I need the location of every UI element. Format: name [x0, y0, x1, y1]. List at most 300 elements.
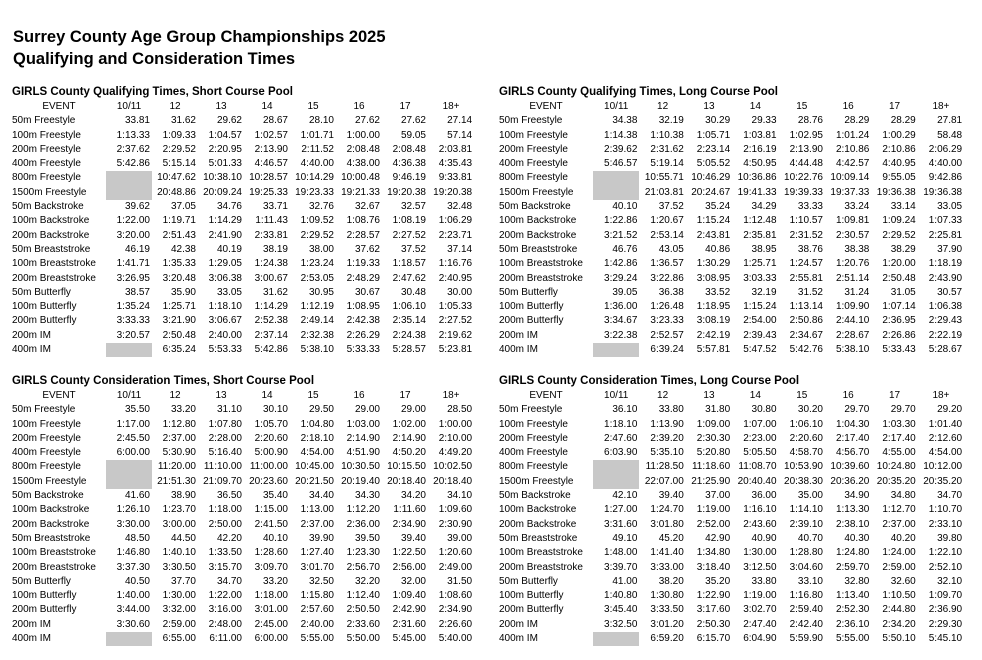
time-cell: 1:15.24 [696, 215, 731, 227]
time-cell: 2:39.20 [650, 432, 684, 444]
time-cell: 9:33.81 [438, 172, 473, 184]
time-cell: 37.00 [705, 490, 731, 502]
event-name-cell: 50m Butterfly [499, 286, 558, 298]
time-cell: 11:00.00 [249, 461, 288, 473]
time-cell: 3:03.33 [743, 272, 777, 284]
time-cell: 1:23.30 [346, 547, 380, 559]
table-row [499, 229, 964, 243]
time-cell: 3:06.38 [208, 272, 242, 284]
time-cell: 32.80 [844, 575, 870, 587]
time-cell: 21:03.81 [644, 186, 684, 198]
time-cell: 11:08.70 [738, 461, 777, 473]
time-cell: 19:25.33 [249, 186, 288, 198]
table-header-row [499, 100, 964, 114]
time-cell: 42.38 [170, 243, 196, 255]
time-cell: 1:09.81 [835, 215, 870, 227]
time-cell: 1:13.90 [650, 418, 684, 430]
event-name-cell: 50m Backstroke [499, 201, 571, 213]
time-cell: 30.48 [400, 286, 426, 298]
no-time-cell [593, 475, 639, 489]
time-cell: 37.90 [937, 243, 963, 255]
time-cell: 2:36.90 [928, 604, 963, 616]
time-cell: 2:28.67 [835, 329, 870, 341]
time-cell: 2:56.70 [346, 561, 380, 573]
time-cell: 3:16.00 [208, 604, 242, 616]
time-cell: 3:21.52 [604, 229, 638, 241]
time-cell: 2:10.86 [835, 143, 870, 155]
time-cell: 1:00.00 [346, 129, 380, 141]
time-cell: 4:54.00 [928, 447, 963, 459]
time-cell: 19:23.33 [295, 186, 334, 198]
time-cell: 39.80 [937, 532, 963, 544]
time-cell: 38.76 [797, 243, 823, 255]
table-row [12, 603, 474, 617]
time-cell: 3:29.24 [604, 272, 638, 284]
time-cell: 4:38.00 [346, 158, 380, 170]
time-cell: 5:42.86 [254, 344, 288, 356]
time-cell: 30.57 [937, 286, 963, 298]
event-name-cell: 200m Breaststroke [499, 561, 583, 573]
table-row [499, 143, 964, 157]
time-cell: 1:03.30 [882, 418, 916, 430]
time-cell: 39.40 [400, 532, 426, 544]
time-cell: 37.14 [447, 243, 473, 255]
time-cell: 3:30.00 [116, 518, 150, 530]
time-cell: 38.95 [751, 243, 777, 255]
time-cell: 2:31.60 [392, 618, 426, 630]
time-cell: 2:50.50 [346, 604, 380, 616]
table-row [12, 632, 474, 646]
time-cell: 1:13.30 [835, 504, 870, 516]
table-row [499, 618, 964, 632]
time-cell: 2:44.80 [882, 604, 916, 616]
event-name-cell: 50m Freestyle [499, 115, 563, 127]
table-row [499, 589, 964, 603]
time-cell: 4:50.95 [743, 158, 777, 170]
time-cell: 5:01.33 [208, 158, 242, 170]
time-cell: 3:12.50 [743, 561, 777, 573]
time-cell: 2:36.00 [346, 518, 380, 530]
table-row [499, 243, 964, 257]
time-cell: 3:06.67 [208, 315, 242, 327]
time-cell: 19:36.38 [876, 186, 916, 198]
time-cell: 29.00 [400, 404, 426, 416]
event-name-cell: 200m Freestyle [499, 432, 568, 444]
table-row [499, 475, 964, 489]
time-cell: 5:38.10 [835, 344, 870, 356]
time-cell: 37.05 [170, 201, 196, 213]
time-cell: 5:45.10 [928, 633, 963, 645]
time-cell: 20:35.20 [923, 475, 963, 487]
table-row [499, 632, 964, 646]
column-header-age: 12 [657, 101, 669, 112]
time-cell: 1:03.00 [346, 418, 380, 430]
time-cell: 5:55.00 [300, 633, 334, 645]
time-cell: 33.52 [705, 286, 731, 298]
time-cell: 1:10.57 [789, 215, 823, 227]
time-cell: 1:17.00 [116, 418, 150, 430]
time-cell: 5:00.90 [254, 447, 288, 459]
time-cell: 3:33.00 [650, 561, 684, 573]
table-row [12, 403, 474, 417]
time-cell: 1:03.81 [743, 129, 777, 141]
time-cell: 11:18.60 [691, 461, 731, 473]
time-cell: 33.10 [797, 575, 823, 587]
time-cell: 2:19.62 [438, 329, 473, 341]
time-cell: 28.10 [308, 115, 334, 127]
time-cell: 4:49.20 [438, 447, 473, 459]
time-cell: 1:08.60 [438, 590, 473, 602]
time-cell: 2:49.00 [438, 561, 473, 573]
event-name-cell: 100m Freestyle [499, 129, 568, 141]
time-cell: 5:35.10 [650, 447, 684, 459]
table-row [499, 300, 964, 314]
column-header-event: EVENT [42, 390, 76, 401]
time-cell: 2:30.30 [696, 432, 731, 444]
table-qualifying-long-course [499, 84, 964, 357]
column-header-age: 13 [703, 390, 715, 401]
time-cell: 2:43.90 [928, 272, 963, 284]
time-cell: 3:22.86 [650, 272, 684, 284]
table-row [12, 300, 474, 314]
time-cell: 1:19.00 [696, 504, 731, 516]
time-cell: 40.90 [751, 532, 777, 544]
column-header-age: 17 [888, 101, 901, 112]
time-cell: 1:09.60 [438, 504, 473, 516]
time-cell: 1:14.29 [254, 301, 288, 313]
event-name-cell: 100m Breaststroke [12, 258, 96, 270]
time-cell: 20:09.24 [203, 186, 242, 198]
event-name-cell: 400m Freestyle [12, 158, 81, 170]
no-time-cell [106, 186, 152, 200]
time-cell: 38.19 [262, 243, 288, 255]
time-cell: 2:39.62 [604, 143, 638, 155]
time-cell: 2:14.90 [346, 432, 380, 444]
event-name-cell: 100m Freestyle [499, 418, 568, 430]
time-cell: 3:00.67 [254, 272, 288, 284]
time-cell: 2:47.62 [392, 272, 426, 284]
time-cell: 6:39.24 [650, 344, 684, 356]
document-title [13, 26, 386, 70]
table-header-row [499, 389, 964, 403]
time-cell: 3:17.60 [696, 604, 731, 616]
time-cell: 30.67 [354, 286, 380, 298]
table-row [499, 157, 964, 171]
time-cell: 29.50 [308, 404, 334, 416]
time-cell: 11:28.50 [645, 461, 684, 473]
time-cell: 2:48.00 [208, 618, 242, 630]
table-title: GIRLS County Qualifying Times, Long Course Pool [499, 86, 778, 98]
time-cell: 10:47.62 [157, 172, 196, 184]
time-cell: 32.19 [658, 115, 684, 127]
time-cell: 20:38.30 [784, 475, 823, 487]
table-row [499, 518, 964, 532]
time-cell: 20:23.60 [249, 475, 288, 487]
event-name-cell: 100m Freestyle [12, 418, 81, 430]
event-name-cell: 200m Backstroke [499, 518, 577, 530]
time-cell: 2:31.62 [650, 143, 684, 155]
time-cell: 4:36.38 [392, 158, 426, 170]
time-cell: 1:12.48 [743, 215, 777, 227]
event-name-cell: 200m Breaststroke [12, 272, 96, 284]
time-cell: 2:29.43 [928, 315, 963, 327]
time-cell: 1:01.24 [835, 129, 870, 141]
table-row [499, 272, 964, 286]
time-cell: 1:29.05 [208, 258, 242, 270]
time-cell: 1:16.10 [743, 504, 777, 516]
time-cell: 1:25.71 [162, 301, 196, 313]
column-header-age: 13 [215, 390, 227, 401]
time-cell: 1:01.71 [300, 129, 334, 141]
time-cell: 5:50.10 [882, 633, 916, 645]
time-cell: 1:13.33 [116, 129, 150, 141]
time-cell: 2:28.57 [346, 229, 380, 241]
time-cell: 1:14.29 [208, 215, 242, 227]
event-name-cell: 400m Freestyle [499, 158, 568, 170]
time-cell: 1:13.40 [835, 590, 870, 602]
time-cell: 32.10 [937, 575, 963, 587]
time-cell: 20:18.40 [387, 475, 426, 487]
time-cell: 33.05 [216, 286, 242, 298]
no-time-cell [106, 343, 152, 357]
time-cell: 4:44.48 [789, 158, 823, 170]
time-cell: 2:23.00 [743, 432, 777, 444]
time-cell: 5:05.50 [743, 447, 777, 459]
table-consideration-long-course [499, 373, 964, 646]
time-cell: 2:10.86 [882, 143, 916, 155]
time-cell: 10:15.50 [387, 461, 426, 473]
time-cell: 19:20.38 [433, 186, 473, 198]
time-cell: 1:22.86 [604, 215, 638, 227]
time-cell: 10:39.60 [830, 461, 870, 473]
time-cell: 3:20.48 [162, 272, 196, 284]
time-cell: 32.50 [308, 575, 334, 587]
time-cell: 33.20 [262, 575, 288, 587]
time-cell: 2:33.60 [346, 618, 380, 630]
time-cell: 2:29.52 [162, 143, 196, 155]
event-name-cell: 50m Freestyle [12, 404, 76, 416]
time-cell: 2:54.00 [743, 315, 777, 327]
time-cell: 2:30.57 [835, 229, 870, 241]
time-cell: 2:26.60 [438, 618, 473, 630]
time-cell: 38.90 [170, 490, 196, 502]
column-header-age: 15 [307, 390, 319, 401]
time-cell: 33.81 [124, 115, 150, 127]
time-cell: 2:56.00 [392, 561, 426, 573]
time-cell: 2:11.52 [301, 143, 334, 155]
event-name-cell: 200m Freestyle [499, 143, 568, 155]
time-cell: 1:14.38 [604, 129, 638, 141]
time-cell: 5:42.76 [789, 344, 823, 356]
time-cell: 20:21.50 [295, 475, 334, 487]
time-cell: 2:34.90 [392, 518, 426, 530]
time-cell: 32.20 [354, 575, 380, 587]
time-cell: 35.90 [170, 286, 196, 298]
time-cell: 10:14.29 [295, 172, 334, 184]
time-cell: 6:04.90 [743, 633, 777, 645]
time-cell: 3:20.57 [116, 329, 150, 341]
time-cell: 1:10.50 [882, 590, 916, 602]
table-row [499, 403, 964, 417]
time-cell: 33.05 [937, 201, 963, 213]
time-cell: 40.10 [262, 532, 288, 544]
time-cell: 20:48.86 [157, 186, 196, 198]
time-cell: 1:23.24 [300, 258, 334, 270]
event-name-cell: 200m Breaststroke [12, 561, 96, 573]
table-consideration-short-course [12, 373, 474, 646]
time-cell: 30.10 [262, 404, 288, 416]
event-name-cell: 50m Backstroke [12, 490, 84, 502]
table-row [499, 286, 964, 300]
event-name-cell: 50m Breaststroke [499, 532, 578, 544]
time-cell: 33.80 [751, 575, 777, 587]
time-cell: 36.10 [612, 404, 638, 416]
time-cell: 11:10.00 [203, 461, 242, 473]
time-cell: 2:51.43 [162, 229, 196, 241]
time-cell: 3:18.40 [696, 561, 731, 573]
time-cell: 2:51.14 [835, 272, 870, 284]
event-name-cell: 200m Freestyle [12, 143, 81, 155]
time-cell: 1:19.00 [743, 590, 777, 602]
time-cell: 5:28.57 [392, 344, 426, 356]
time-cell: 1:12.40 [346, 590, 380, 602]
time-cell: 1:18.19 [928, 258, 963, 270]
time-cell: 1:08.19 [392, 215, 426, 227]
time-cell: 1:19.71 [162, 215, 196, 227]
column-header-age: 16 [842, 390, 854, 401]
time-cell: 1:07.14 [882, 301, 916, 313]
time-cell: 1:22.50 [392, 547, 426, 559]
table-row [12, 489, 474, 503]
time-cell: 28.67 [262, 115, 288, 127]
time-cell: 2:37.62 [116, 143, 150, 155]
time-cell: 31.05 [890, 286, 916, 298]
time-cell: 2:12.60 [928, 432, 963, 444]
time-cell: 3:26.95 [116, 272, 150, 284]
time-cell: 34.90 [844, 490, 870, 502]
time-cell: 39.90 [308, 532, 334, 544]
column-header-age: 13 [215, 101, 227, 112]
table-title: GIRLS County Qualifying Times, Short Course Pool [12, 86, 293, 98]
column-header-age: 10/11 [116, 101, 142, 112]
time-cell: 6:00.00 [116, 447, 150, 459]
time-cell: 2:52.57 [650, 329, 684, 341]
time-cell: 5:42.86 [116, 158, 150, 170]
time-cell: 1:02.57 [254, 129, 288, 141]
time-cell: 33.24 [844, 201, 870, 213]
time-cell: 2:45.50 [116, 432, 150, 444]
table-header-row [12, 389, 474, 403]
time-cell: 1:48.00 [604, 547, 638, 559]
time-cell: 2:40.00 [300, 618, 334, 630]
time-cell: 2:38.10 [835, 518, 870, 530]
time-cell: 29.00 [354, 404, 380, 416]
time-cell: 2:36.10 [835, 618, 870, 630]
time-cell: 37.52 [658, 201, 684, 213]
column-header-age: 10/11 [604, 390, 629, 401]
column-header-age: 14 [261, 390, 273, 401]
time-cell: 29.70 [890, 404, 916, 416]
time-cell: 1:09.70 [928, 590, 963, 602]
column-header-age: 15 [796, 390, 808, 401]
table-row [12, 561, 474, 575]
time-cell: 34.70 [937, 490, 963, 502]
time-cell: 10:38.10 [203, 172, 242, 184]
time-cell: 2:24.38 [392, 329, 426, 341]
time-cell: 3:01.00 [254, 604, 288, 616]
event-name-cell: 200m IM [499, 329, 538, 341]
time-cell: 2:22.19 [928, 329, 963, 341]
no-time-cell [593, 171, 639, 185]
time-cell: 1:33.50 [208, 547, 242, 559]
time-cell: 1:10.70 [928, 504, 963, 516]
time-cell: 2:25.81 [928, 229, 963, 241]
time-cell: 1:41.71 [116, 258, 150, 270]
table-row [12, 518, 474, 532]
time-cell: 5:57.81 [696, 344, 731, 356]
time-cell: 1:30.00 [162, 590, 196, 602]
time-cell: 2:34.20 [882, 618, 916, 630]
time-cell: 1:11.60 [393, 504, 426, 516]
time-cell: 2:42.90 [392, 604, 426, 616]
time-cell: 2:29.30 [928, 618, 963, 630]
time-cell: 2:52.00 [696, 518, 731, 530]
time-cell: 5:53.33 [208, 344, 242, 356]
time-cell: 39.50 [354, 532, 380, 544]
time-cell: 3:01.20 [650, 618, 684, 630]
time-cell: 2:27.52 [392, 229, 426, 241]
table-row [499, 114, 964, 128]
event-name-cell: 100m Butterfly [12, 590, 77, 602]
time-cell: 1:40.80 [604, 590, 638, 602]
time-cell: 1:14.10 [789, 504, 823, 516]
time-cell: 5:50.00 [346, 633, 380, 645]
time-cell: 34.40 [308, 490, 334, 502]
time-cell: 2:31.52 [789, 229, 823, 241]
time-cell: 2:37.14 [254, 329, 288, 341]
time-cell: 1:40.10 [162, 547, 196, 559]
table-row [499, 532, 964, 546]
time-cell: 1:02.00 [392, 418, 426, 430]
time-cell: 1:08.95 [346, 301, 380, 313]
table-row [12, 157, 474, 171]
time-cell: 3:21.90 [162, 315, 196, 327]
time-cell: 35.24 [705, 201, 731, 213]
column-header-age: 17 [399, 390, 411, 401]
column-header-age: 17 [888, 390, 901, 401]
column-header-event: EVENT [42, 101, 76, 112]
event-name-cell: 200m IM [12, 329, 51, 341]
table-row [12, 314, 474, 328]
time-cell: 5:47.52 [743, 344, 777, 356]
event-name-cell: 400m IM [12, 633, 51, 645]
event-name-cell: 100m Freestyle [12, 129, 81, 141]
time-cell: 1:18.95 [696, 301, 731, 313]
time-cell: 1:07.00 [743, 418, 777, 430]
table-row [499, 489, 964, 503]
event-name-cell: 50m Butterfly [499, 575, 558, 587]
column-header-age: 18+ [442, 101, 460, 112]
time-cell: 1:06.29 [438, 215, 473, 227]
time-cell: 9:46.19 [392, 172, 426, 184]
time-cell: 1:07.80 [208, 418, 242, 430]
time-cell: 28.76 [797, 115, 823, 127]
time-cell: 1:18.00 [254, 590, 288, 602]
time-cell: 3:08.95 [696, 272, 731, 284]
time-cell: 11:20.00 [157, 461, 196, 473]
time-cell: 3:34.67 [604, 315, 638, 327]
time-cell: 2:50.30 [696, 618, 731, 630]
